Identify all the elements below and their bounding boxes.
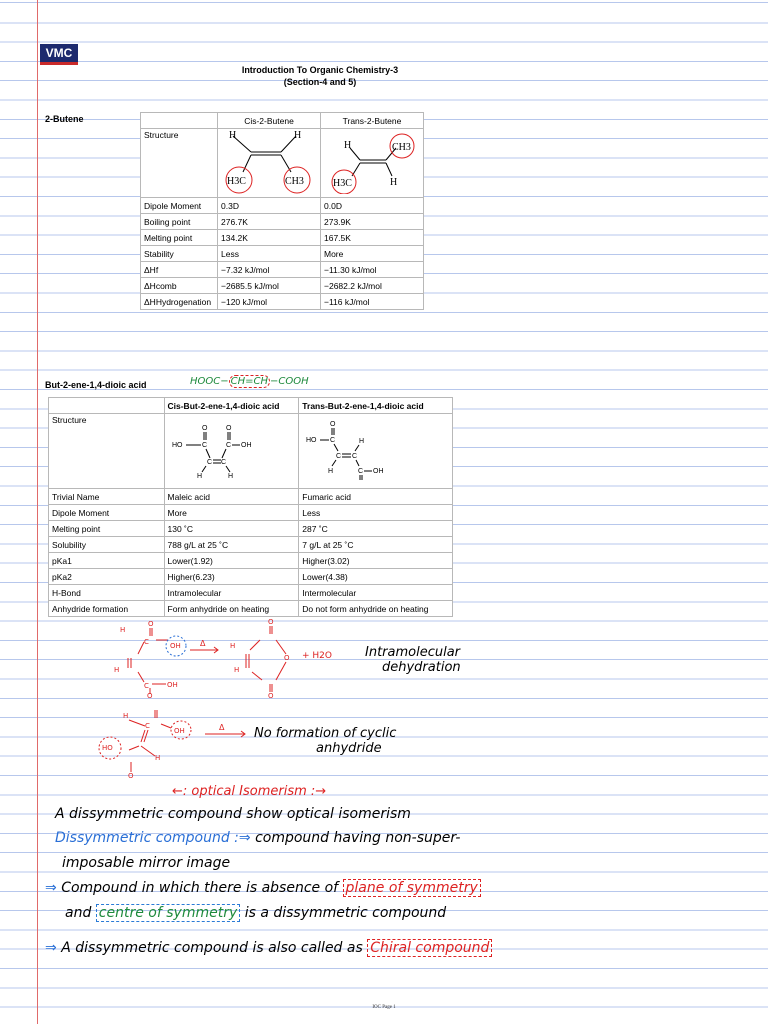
atom-c: C — [206, 459, 212, 466]
bond — [350, 148, 360, 160]
table-cell: Fumaric acid — [299, 489, 453, 505]
atom-o: O — [268, 618, 274, 626]
atom-c: C — [144, 638, 149, 646]
table-cell: 0.3D — [218, 198, 321, 214]
atom-c: C — [225, 442, 231, 449]
row-label: Dipole Moment — [49, 505, 165, 521]
table-cell: −2685.5 kJ/mol — [218, 278, 321, 294]
table-cell: −120 kJ/mol — [218, 294, 321, 310]
atom-ho: HO — [102, 744, 113, 752]
atom-h: H — [344, 140, 352, 151]
table-row — [141, 246, 424, 262]
row-label: pKa2 — [49, 569, 165, 585]
bond — [252, 672, 262, 680]
atom-c: C — [330, 437, 336, 444]
note-text: Compound in which there is absence of — [61, 880, 339, 896]
row-label: Stability — [141, 246, 218, 262]
bond — [141, 746, 155, 756]
atom-o: O — [268, 692, 274, 698]
chiral-compound-box: Chiral compound — [367, 939, 492, 957]
structure-row — [49, 414, 453, 489]
fumaric-acid-diagram — [302, 418, 402, 482]
atom-o: O — [128, 772, 134, 778]
dioic-heading: But-2-ene-1,4-dioic acid — [45, 380, 147, 390]
bond — [202, 466, 206, 472]
table-cell: Maleic acid — [164, 489, 299, 505]
atom-c: C — [220, 459, 226, 466]
bond — [138, 672, 144, 682]
centre-of-symmetry-box: centre of symmetry — [96, 904, 240, 922]
dioic-table — [48, 397, 453, 617]
plane-of-symmetry-box: plane of symmetry — [343, 879, 481, 897]
atom-ho: HO — [306, 437, 317, 444]
table-header-row — [49, 398, 453, 414]
table-cell: 788 g/L at 25 ˚C — [164, 537, 299, 553]
table-header-row — [141, 113, 424, 129]
table-row — [141, 278, 424, 294]
atom-h: H — [328, 468, 334, 475]
table-row — [49, 553, 453, 569]
note-text: and — [65, 905, 92, 921]
atom-h: H — [155, 754, 161, 762]
atom-c: C — [352, 453, 358, 460]
bond — [332, 460, 336, 466]
atom-h: H — [123, 712, 129, 720]
water-product: + H2O — [302, 651, 332, 661]
atom-o: O — [201, 425, 207, 432]
table-row — [49, 569, 453, 585]
table-cell: Intermolecular — [299, 585, 453, 601]
table-cell: More — [321, 246, 424, 262]
table-cell: 276.7K — [218, 214, 321, 230]
table-cell: 287 ˚C — [299, 521, 453, 537]
atom-h: H — [229, 130, 237, 141]
table-row — [49, 505, 453, 521]
table-row — [49, 489, 453, 505]
table-cell: −11.30 kJ/mol — [321, 262, 424, 278]
table-cell: 130 ˚C — [164, 521, 299, 537]
atom-h: H — [234, 666, 240, 674]
atom-oh: OH — [240, 442, 251, 449]
row-label: ΔHcomb — [141, 278, 218, 294]
table-cell: −116 kJ/mol — [321, 294, 424, 310]
row-label: Dipole Moment — [141, 198, 218, 214]
row-label: ΔHf — [141, 262, 218, 278]
table-header-cell: Trans-But-2-ene-1,4-dioic acid — [299, 398, 453, 414]
atom-ch3: CH3 — [392, 142, 411, 153]
definition-text: compound having non-super- — [255, 830, 461, 846]
table-cell: Less — [299, 505, 453, 521]
atom-o: O — [147, 692, 153, 698]
atom-c: C — [336, 453, 342, 460]
bond — [355, 445, 359, 451]
table-cell: −2682.2 kJ/mol — [321, 278, 424, 294]
atom-c: C — [358, 468, 364, 475]
butene-heading: 2-Butene — [45, 114, 84, 124]
row-label: Solubility — [49, 537, 165, 553]
anhydride-reaction-sketch — [110, 618, 360, 698]
atom-h3c: H3C — [227, 176, 246, 187]
atom-h: H — [294, 130, 302, 141]
table-row — [141, 230, 424, 246]
table-row — [141, 262, 424, 278]
note-text: A dissymmetric compound is also called as — [61, 940, 363, 956]
atom-ho: HO — [171, 442, 182, 449]
fumaric-reaction-sketch — [95, 706, 255, 778]
note-line-4 — [45, 880, 481, 896]
bond — [161, 724, 171, 728]
table-row — [141, 198, 424, 214]
table-cell: Lower(1.92) — [164, 553, 299, 569]
table-row — [141, 214, 424, 230]
atom-o: O — [225, 425, 231, 432]
atom-ch3: CH3 — [285, 176, 304, 187]
table-header-cell: Trans-2-Butene — [321, 113, 424, 129]
atom-h: H — [227, 473, 233, 480]
row-label: Anhydride formation — [49, 601, 165, 617]
table-cell: Higher(6.23) — [164, 569, 299, 585]
margin-line — [37, 0, 38, 1024]
structure-label: Structure — [49, 414, 165, 489]
trans-butene-structure — [321, 129, 424, 198]
table-cell: 167.5K — [321, 230, 424, 246]
note-text: is a dissymmetric compound — [244, 905, 447, 921]
table-cell: Form anhydride on heating — [164, 601, 299, 617]
atom-h: H — [196, 473, 202, 480]
structure-row — [141, 129, 424, 198]
atom-oh: OH — [373, 468, 384, 475]
table-cell: 7 g/L at 25 ˚C — [299, 537, 453, 553]
bond — [276, 662, 286, 680]
row-label: ΔHHydrogenation — [141, 294, 218, 310]
atom-h: H — [390, 177, 398, 188]
bond — [129, 746, 139, 750]
table-cell: 134.2K — [218, 230, 321, 246]
definition-term: Dissymmetric compound :⇒ — [55, 830, 251, 846]
dehydration-note: dehydration — [382, 660, 461, 675]
table-row — [49, 521, 453, 537]
table-row — [49, 601, 453, 617]
bond — [226, 466, 230, 472]
reaction-condition: Δ — [200, 639, 206, 648]
table-cell: 0.0D — [321, 198, 424, 214]
page-subtitle: (Section-4 and 5) — [283, 77, 357, 87]
atom-oh: OH — [170, 642, 181, 650]
bond — [206, 449, 210, 458]
atom-oh: OH — [167, 681, 178, 689]
table-header-cell — [141, 113, 218, 129]
note-line-6 — [45, 940, 492, 956]
bond — [129, 720, 145, 726]
row-label: Boiling point — [141, 214, 218, 230]
cis-butene-structure — [218, 129, 321, 198]
table-cell: Do not form anhydride on heating — [299, 601, 453, 617]
bond — [276, 640, 286, 654]
page-footer: IOC Page 1 — [372, 1005, 396, 1010]
table-header-cell: Cis-2-Butene — [218, 113, 321, 129]
atom-oh: OH — [174, 727, 185, 735]
atom-o: O — [284, 654, 290, 662]
atom-c: C — [144, 682, 149, 690]
row-label: Melting point — [141, 230, 218, 246]
row-label: H-Bond — [49, 585, 165, 601]
note-line-5 — [65, 905, 446, 921]
atom-c: C — [201, 442, 207, 449]
note-line-1: A dissymmetric compound show optical isomerism — [55, 806, 411, 822]
maleic-acid-diagram — [168, 420, 268, 480]
table-cell: Lower(4.38) — [299, 569, 453, 585]
atom-h: H — [359, 438, 365, 445]
reaction-condition: Δ — [219, 723, 225, 732]
atom-h3c: H3C — [333, 178, 352, 189]
structure-label: Structure — [141, 129, 218, 198]
formula-note: HOOC− CH=CH −COOH — [190, 376, 309, 387]
anhydride-note: anhydride — [316, 741, 382, 756]
intramolecular-note: Intramolecular — [365, 645, 461, 660]
note-line-2 — [55, 830, 460, 846]
fumaric-structure — [299, 414, 453, 489]
table-cell: Higher(3.02) — [299, 553, 453, 569]
atom-h: H — [230, 642, 236, 650]
arrow-bullet: ⇒ — [45, 880, 57, 896]
no-formation-note: No formation of cyclic — [254, 726, 397, 741]
table-cell: Intramolecular — [164, 585, 299, 601]
atom-c: C — [145, 722, 150, 730]
cis-butene-diagram — [221, 130, 317, 194]
atom-h: H — [114, 666, 120, 674]
table-cell: Less — [218, 246, 321, 262]
bond — [356, 460, 359, 466]
bond — [334, 444, 338, 451]
trans-butene-diagram — [324, 130, 420, 194]
maleic-structure — [164, 414, 299, 489]
atom-o: O — [148, 620, 154, 628]
table-header-cell — [49, 398, 165, 414]
bond — [222, 449, 226, 458]
page-title: Introduction To Organic Chemistry-3 — [241, 65, 399, 75]
row-label: pKa1 — [49, 553, 165, 569]
butene-table — [140, 112, 424, 310]
table-row — [49, 537, 453, 553]
table-cell: More — [164, 505, 299, 521]
note-line-3: imposable mirror image — [62, 855, 231, 871]
table-cell: −7.32 kJ/mol — [218, 262, 321, 278]
table-header-cell: Cis-But-2-ene-1,4-dioic acid — [164, 398, 299, 414]
table-row — [141, 294, 424, 310]
table-row — [49, 585, 453, 601]
arrow-bullet: ⇒ — [45, 940, 57, 956]
row-label: Melting point — [49, 521, 165, 537]
bond — [250, 640, 260, 650]
vmc-logo: VMC — [40, 44, 78, 65]
table-cell: 273.9K — [321, 214, 424, 230]
bond — [386, 163, 392, 176]
row-label: Trivial Name — [49, 489, 165, 505]
optical-isomerism-heading: ←: optical Isomerism :→ — [172, 784, 327, 799]
atom-o: O — [330, 421, 336, 428]
atom-h: H — [120, 626, 126, 634]
